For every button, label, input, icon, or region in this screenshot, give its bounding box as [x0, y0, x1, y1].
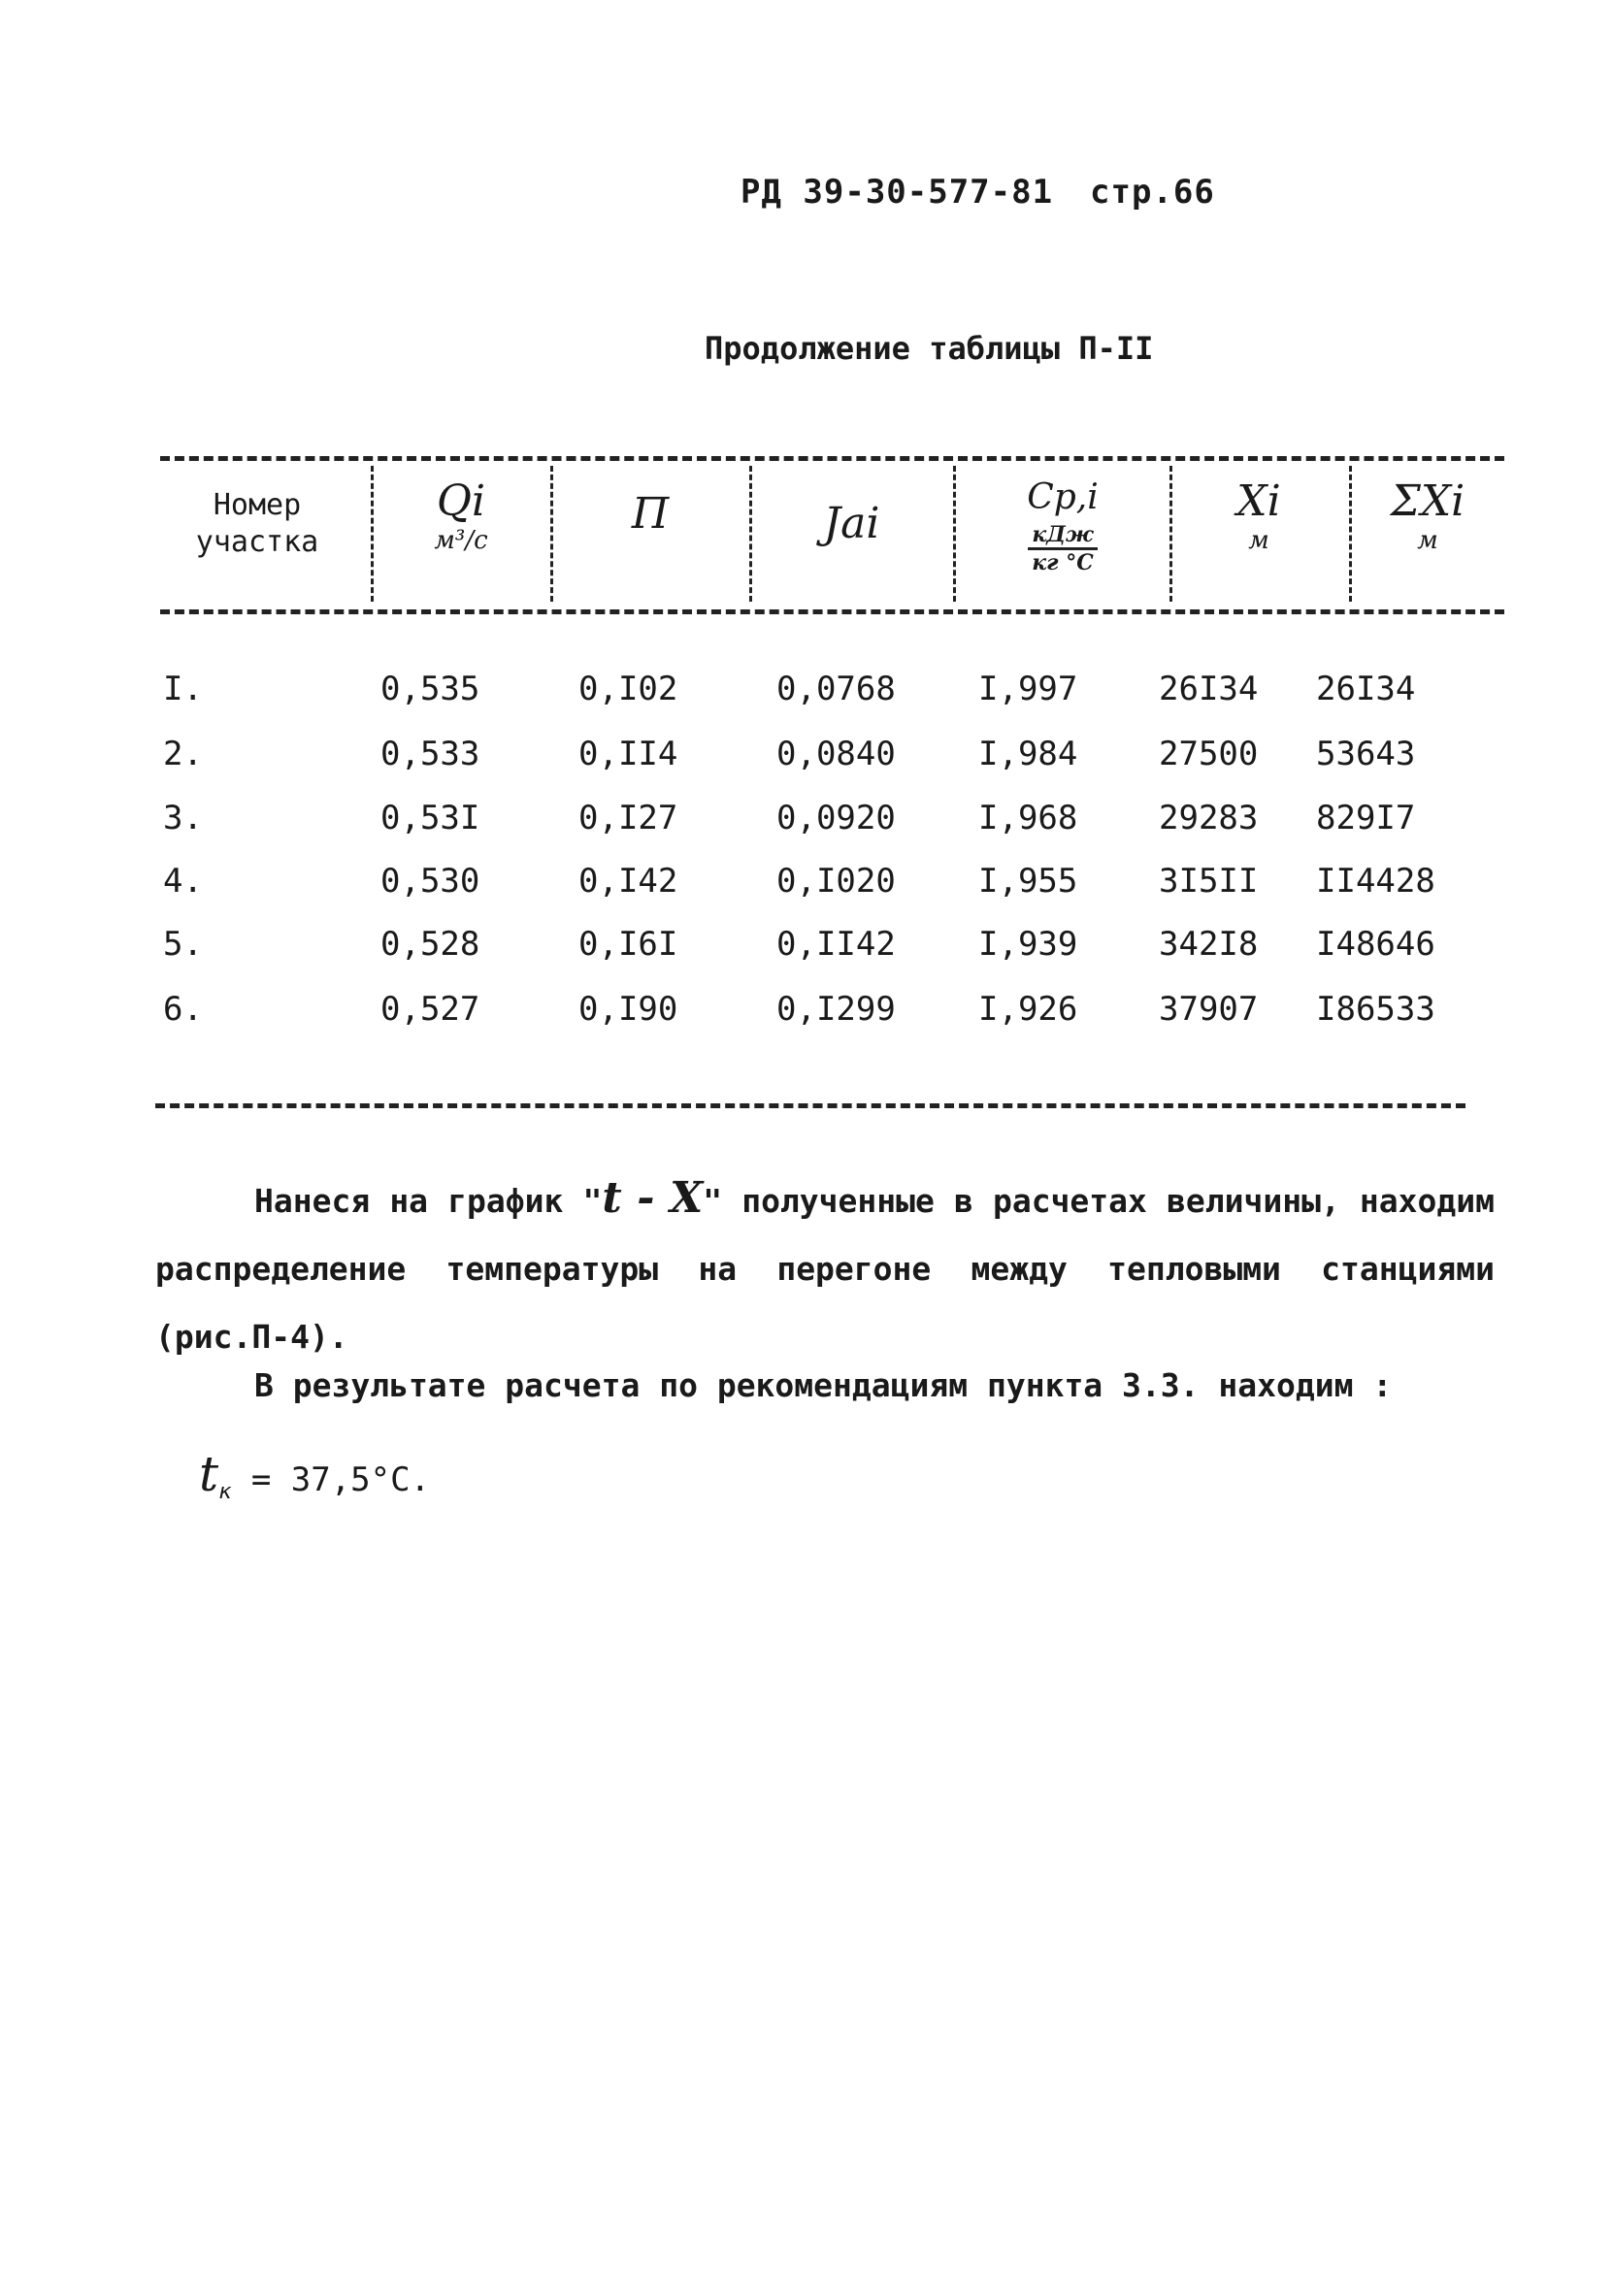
table-cell: 26I34	[1159, 670, 1259, 708]
table-cell: I48646	[1316, 925, 1435, 964]
table-cell: I,955	[978, 862, 1078, 901]
table-cell: 0,530	[380, 862, 480, 901]
result-symbol: t	[199, 1446, 219, 1502]
paragraph-text: В результате расчета по рекомендациям пункта 3.3. находим :	[254, 1366, 1393, 1404]
table-cell: 0,I299	[776, 990, 896, 1029]
table-cell: I86533	[1316, 990, 1435, 1029]
result-subscript: к	[218, 1479, 232, 1504]
table-cell: 37907	[1159, 990, 1259, 1029]
table-cell: 0,I6I	[578, 925, 678, 964]
table-row	[0, 925, 1613, 983]
header-symbol: Xi	[1236, 476, 1281, 526]
column-separator	[550, 466, 553, 602]
document-header	[741, 173, 1215, 212]
table-cell: 5.	[163, 925, 203, 964]
paragraph-text: Нанеся на график "	[254, 1182, 603, 1220]
table-cell: 0,0920	[776, 799, 896, 837]
table-cell: 0,528	[380, 925, 480, 964]
table-cell: 829I7	[1316, 799, 1416, 837]
table-cell: 0,I90	[578, 990, 678, 1029]
table-cell: 3I5II	[1159, 862, 1259, 901]
column-separator	[371, 466, 374, 602]
unit-numerator: кДж	[1028, 522, 1097, 550]
table-cell: II4428	[1316, 862, 1435, 901]
table-cell: 0,533	[380, 735, 480, 773]
table-cell: 0,53I	[380, 799, 480, 837]
paragraph-result-intro	[155, 1366, 1392, 1404]
header-unit: м	[1417, 526, 1438, 555]
header-label-line2: участка	[195, 525, 319, 559]
header-label-line1: Номер	[213, 488, 302, 522]
table-cell: 2.	[163, 735, 203, 773]
table-cell: 0,535	[380, 670, 480, 708]
table-cell: 0,0840	[776, 735, 896, 773]
table-cell: I,939	[978, 925, 1078, 964]
column-header-length	[1176, 477, 1341, 555]
table-row	[0, 862, 1613, 920]
header-symbol: ΣXi	[1390, 476, 1465, 526]
column-header-ja	[757, 500, 946, 548]
header-symbol: Cp,i	[1027, 477, 1099, 517]
table-cell: 0,I02	[578, 670, 678, 708]
result-formula	[199, 1446, 430, 1504]
table-row	[0, 735, 1613, 793]
table-cell: 0,527	[380, 990, 480, 1029]
table-cell: 0,0768	[776, 670, 896, 708]
table-row	[0, 990, 1613, 1048]
table-cell: 0,II4	[578, 735, 678, 773]
column-separator	[1349, 466, 1352, 602]
table-cell: 342I8	[1159, 925, 1259, 964]
header-symbol: Qi	[436, 476, 486, 526]
unit-denominator: кг °С	[1032, 550, 1094, 575]
table-cell: 0,I27	[578, 799, 678, 837]
table-cell: 0,II42	[776, 925, 896, 964]
table-cell: 4.	[163, 862, 203, 901]
column-header-section-number	[155, 487, 359, 561]
table-cell: I.	[163, 670, 203, 708]
table-row	[0, 799, 1613, 857]
graph-name: t - X	[602, 1173, 704, 1223]
table-top-rule	[160, 456, 1504, 461]
header-symbol: Jai	[823, 499, 880, 548]
header-unit: м³/с	[434, 526, 488, 555]
result-value: = 37,5°С.	[250, 1460, 431, 1499]
table-cell: I,997	[978, 670, 1078, 708]
header-unit-fraction	[1028, 522, 1097, 575]
column-header-flow-rate	[379, 477, 543, 555]
page-number: стр.66	[1090, 173, 1215, 212]
column-separator	[953, 466, 956, 602]
table-cell: 53643	[1316, 735, 1416, 773]
table-cell: 6.	[163, 990, 203, 1029]
column-separator	[1169, 466, 1172, 602]
column-header-p	[558, 490, 742, 539]
table-cell: 29283	[1159, 799, 1259, 837]
table-bottom-rule	[155, 1103, 1465, 1108]
column-separator	[749, 466, 752, 602]
table-cell: I,968	[978, 799, 1078, 837]
table-cell: 0,I020	[776, 862, 896, 901]
table-cell: 0,I42	[578, 862, 678, 901]
paragraph-plot-description	[155, 1164, 1495, 1371]
column-header-total-length	[1355, 477, 1500, 555]
table-cell: I,984	[978, 735, 1078, 773]
table-cell: 26I34	[1316, 670, 1416, 708]
document-code: РД 39-30-577-81	[741, 173, 1054, 212]
table-cell: I,926	[978, 990, 1078, 1029]
table-header-rule	[160, 609, 1504, 614]
table-caption: Продолжение таблицы П-II	[705, 330, 1154, 367]
header-symbol: П	[631, 489, 670, 539]
table-row	[0, 670, 1613, 728]
paragraph-text: " полученные в расчетах величины, находим распределение температуры на перегоне между тепловыми станциями (рис.П-4).	[155, 1182, 1496, 1356]
table-cell: 3.	[163, 799, 203, 837]
table-cell: 27500	[1159, 735, 1259, 773]
header-unit: м	[1248, 526, 1269, 555]
column-header-heat-capacity	[961, 474, 1165, 575]
